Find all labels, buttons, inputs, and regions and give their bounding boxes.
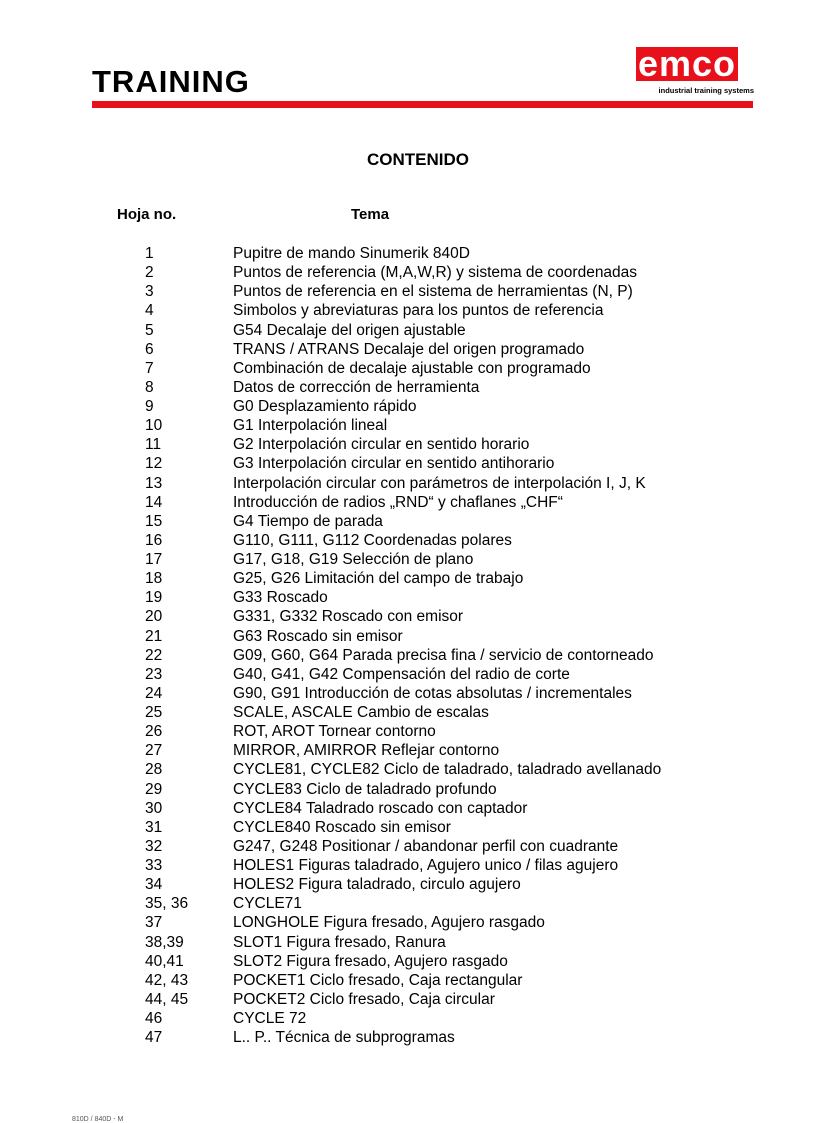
toc-entry <box>0 933 816 952</box>
toc-entry-number: 21 <box>145 627 163 645</box>
toc-entry-topic: HOLES2 Figura taladrado, circulo agujero <box>233 876 521 894</box>
toc-entry-number: 40,41 <box>145 952 184 970</box>
toc-entry-topic: Combinación de decalaje ajustable con programado <box>233 359 591 377</box>
toc-entry <box>0 607 816 626</box>
toc-entry-topic: CYCLE83 Ciclo de taladrado profundo <box>233 780 497 798</box>
toc-entry-topic: Introducción de radios „RND“ y chaflanes „CHF“ <box>233 493 563 511</box>
toc-entry <box>0 818 816 837</box>
toc-entry-topic: TRANS / ATRANS Decalaje del origen programado <box>233 340 585 358</box>
toc-entry <box>0 263 816 282</box>
toc-entry-number: 28 <box>145 761 163 779</box>
toc-entry <box>0 321 816 340</box>
toc-entry-number: 38,39 <box>145 933 184 951</box>
toc-entry-topic: G247, G248 Positionar / abandonar perfil con cuadrante <box>233 837 619 855</box>
toc-entry-number: 30 <box>145 799 163 817</box>
toc-entry-number: 10 <box>145 417 163 435</box>
toc-entry-topic: CYCLE84 Taladrado roscado con captador <box>233 799 528 817</box>
toc-entry <box>0 875 816 894</box>
toc-entry-number: 31 <box>145 818 163 836</box>
toc-entry-number: 22 <box>145 646 163 664</box>
toc-entry <box>0 913 816 932</box>
toc-entry-number: 37 <box>145 914 163 932</box>
toc-entry-topic: SLOT1 Figura fresado, Ranura <box>233 933 446 951</box>
toc-entry <box>0 741 816 760</box>
toc-entry <box>0 703 816 722</box>
toc-entry-number: 23 <box>145 665 163 683</box>
toc-entry-number: 47 <box>145 1029 163 1047</box>
toc-entry-number: 7 <box>145 359 154 377</box>
toc-entry-number: 16 <box>145 531 163 549</box>
toc-entry-number: 25 <box>145 704 163 721</box>
toc-entry-topic: SLOT2 Figura fresado, Agujero rasgado <box>233 952 508 970</box>
column-header-topic: Tema <box>351 206 390 223</box>
toc-entry-number: 8 <box>145 378 154 396</box>
toc-entry-topic: MIRROR, AMIRROR Reflejar contorno <box>233 742 500 760</box>
toc-entry <box>0 493 816 512</box>
toc-entry-number: 4 <box>145 302 154 320</box>
toc-entry <box>0 837 816 856</box>
emco-logo-text: emco <box>637 47 737 81</box>
table-of-contents <box>0 244 816 1047</box>
toc-entry-number: 34 <box>145 876 163 894</box>
toc-entry-number: 5 <box>145 321 154 339</box>
toc-entry-topic: G1 Interpolación lineal <box>233 417 388 435</box>
toc-entry <box>0 435 816 454</box>
toc-entry <box>0 646 816 665</box>
toc-entry-topic: G4 Tiempo de parada <box>233 512 383 530</box>
page-header-title: TRAINING <box>92 64 250 99</box>
toc-entry <box>0 799 816 818</box>
header-divider <box>92 101 753 108</box>
toc-entry-number: 24 <box>145 684 163 702</box>
toc-entry-topic: G2 Interpolación circular en sentido horario <box>233 436 530 454</box>
toc-entry-number: 12 <box>145 455 163 473</box>
toc-entry-number: 11 <box>145 436 162 454</box>
toc-entry <box>0 340 816 359</box>
toc-entry <box>0 990 816 1009</box>
toc-entry-topic: Puntos de referencia (M,A,W,R) y sistema de coordenadas <box>233 264 638 282</box>
toc-entry <box>0 397 816 416</box>
toc-entry <box>0 856 816 875</box>
toc-entry <box>0 301 816 320</box>
toc-entry <box>0 569 816 588</box>
toc-entry-topic: G90, G91 Introducción de cotas absolutas / incrementales <box>233 684 632 702</box>
toc-entry <box>0 952 816 971</box>
toc-entry-number: 3 <box>145 283 154 301</box>
toc-entry-topic: L.. P.. Técnica de subprogramas <box>233 1029 455 1047</box>
toc-entry-topic: Interpolación circular con parámetros de interpolación I, J, K <box>233 474 646 492</box>
toc-entry-topic: Simbolos y abreviaturas para los puntos de referencia <box>233 302 604 320</box>
toc-entry <box>0 780 816 799</box>
column-header-sheet: Hoja no. <box>117 206 177 223</box>
toc-entry-number: 15 <box>145 512 163 530</box>
toc-entry-topic: G54 Decalaje del origen ajustable <box>233 321 466 339</box>
toc-entry-number: 44, 45 <box>145 990 189 1008</box>
toc-entry-topic: POCKET2 Ciclo fresado, Caja circular <box>233 990 495 1008</box>
toc-entry-topic: LONGHOLE Figura fresado, Agujero rasgado <box>233 914 545 932</box>
toc-entry <box>0 531 816 550</box>
toc-entry <box>0 359 816 378</box>
toc-entry-number: 29 <box>145 780 163 798</box>
toc-entry <box>0 588 816 607</box>
toc-entry-number: 42, 43 <box>145 971 189 989</box>
toc-entry-number: 32 <box>145 837 163 855</box>
toc-entry <box>0 454 816 473</box>
toc-entry-topic: POCKET1 Ciclo fresado, Caja rectangular <box>233 971 523 989</box>
emco-logo <box>636 47 738 81</box>
toc-entry <box>0 282 816 301</box>
toc-entry <box>0 416 816 435</box>
toc-entry <box>0 512 816 531</box>
toc-entry-topic: Datos de corrección de herramienta <box>233 378 480 396</box>
toc-entry-number: 26 <box>145 723 163 741</box>
toc-entry-number: 17 <box>145 551 163 568</box>
toc-entry <box>0 760 816 779</box>
toc-entry <box>0 1028 816 1047</box>
toc-entry-topic: G63 Roscado sin emisor <box>233 627 403 645</box>
toc-entry-topic: CYCLE 72 <box>233 1010 307 1027</box>
logo-tagline: industrial training systems <box>658 86 754 95</box>
toc-entry-topic: G33 Roscado <box>233 589 328 607</box>
toc-entry <box>0 971 816 990</box>
toc-entry-topic: G17, G18, G19 Selección de plano <box>233 551 474 568</box>
toc-entry-topic: Pupitre de mando Sinumerik 840D <box>233 245 470 262</box>
toc-entry <box>0 684 816 703</box>
toc-entry-number: 2 <box>145 264 154 282</box>
toc-entry-topic: CYCLE81, CYCLE82 Ciclo de taladrado, taladrado avellanado <box>233 761 662 779</box>
toc-entry-number: 35, 36 <box>145 895 189 913</box>
toc-entry <box>0 378 816 397</box>
toc-entry <box>0 665 816 684</box>
page-footer: 810D / 840D - M <box>72 1116 124 1123</box>
toc-entry <box>0 244 816 263</box>
toc-entry-topic: G09, G60, G64 Parada precisa fina / servicio de contorneado <box>233 646 654 664</box>
toc-entry-topic: Puntos de referencia en el sistema de herramientas (N, P) <box>233 283 633 301</box>
toc-entry-number: 6 <box>145 340 154 358</box>
page-heading: CONTENIDO <box>367 150 469 169</box>
toc-entry-topic: G0 Desplazamiento rápido <box>233 398 417 415</box>
toc-entry-topic: G40, G41, G42 Compensación del radio de corte <box>233 665 570 683</box>
toc-entry-topic: G331, G332 Roscado con emisor <box>233 608 464 626</box>
toc-entry-topic: ROT, AROT Tornear contorno <box>233 723 436 741</box>
toc-entry-number: 33 <box>145 857 163 874</box>
toc-entry <box>0 1009 816 1028</box>
toc-entry-topic: CYCLE840 Roscado sin emisor <box>233 818 451 836</box>
toc-entry-number: 19 <box>145 589 163 607</box>
toc-entry <box>0 894 816 913</box>
toc-entry-number: 46 <box>145 1010 163 1027</box>
toc-entry <box>0 474 816 493</box>
toc-entry-topic: G110, G111, G112 Coordenadas polares <box>233 531 512 549</box>
toc-entry <box>0 722 816 741</box>
toc-entry <box>0 550 816 569</box>
toc-entry-number: 1 <box>145 245 154 262</box>
toc-entry-topic: CYCLE71 <box>233 895 302 913</box>
toc-entry-topic: SCALE, ASCALE Cambio de escalas <box>233 704 489 721</box>
toc-entry-number: 13 <box>145 474 163 492</box>
toc-entry-topic: G3 Interpolación circular en sentido antihorario <box>233 455 555 473</box>
toc-entry-number: 18 <box>145 570 163 588</box>
toc-entry-topic: G25, G26 Limitación del campo de trabajo <box>233 570 524 588</box>
toc-entry-number: 14 <box>145 493 163 511</box>
toc-entry-number: 27 <box>145 742 163 760</box>
toc-entry-topic: HOLES1 Figuras taladrado, Agujero unico / filas agujero <box>233 857 619 874</box>
toc-entry-number: 20 <box>145 608 163 626</box>
toc-entry-number: 9 <box>145 398 154 415</box>
toc-entry <box>0 627 816 646</box>
